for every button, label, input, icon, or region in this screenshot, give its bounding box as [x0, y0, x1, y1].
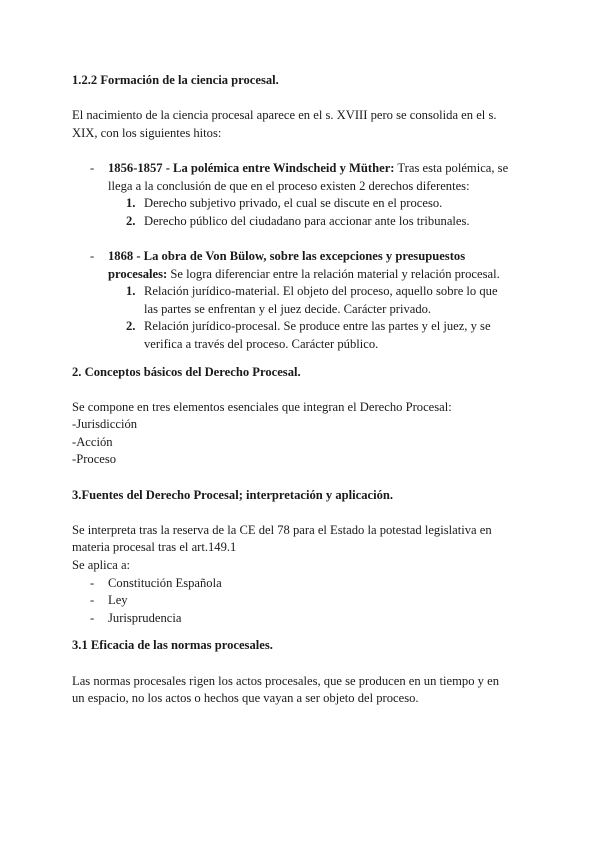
section-3-1-text-line-1: Las normas procesales rigen los actos procesales, que se producen en un tiempo y en	[72, 673, 500, 688]
section-heading-2: 2. Conceptos básicos del Derecho Procesal.	[72, 364, 301, 379]
section-3-text-line-2: materia procesal tras el art.149.1	[72, 540, 237, 555]
list-item	[72, 283, 542, 318]
source-label: Jurisprudencia	[108, 610, 182, 625]
milestone-title: 1856-1857 - La polémica entre Windscheid y Müther:	[108, 160, 395, 175]
document-page	[72, 72, 542, 708]
list-item-text: las partes se enfrentan y el juez decide. Carácter privado.	[144, 301, 432, 316]
list-item-text: Derecho público del ciudadano para accionar ante los tribunales.	[144, 213, 470, 228]
source-label: Constitución Española	[108, 575, 222, 590]
element-item: -Jurisdicción	[72, 417, 138, 432]
list-number: 2.	[126, 213, 136, 228]
section-heading-3-1: 3.1 Eficacia de las normas procesales.	[72, 638, 273, 653]
list-item-text: verifica a través del proceso. Carácter público.	[144, 336, 379, 351]
list-number: 1.	[126, 284, 136, 299]
list-number: 2.	[126, 319, 136, 334]
milestone-1856	[72, 160, 542, 195]
source-item	[72, 575, 542, 593]
section-3-text-line-1: Se interpreta tras la reserva de la CE del 78 para el Estado la potestad legislativa en	[72, 522, 492, 537]
dash-marker: -	[90, 593, 95, 608]
list-item-text: Relación jurídico-material. El objeto del proceso, aquello sobre lo que	[144, 284, 498, 299]
source-item	[72, 592, 542, 610]
list-item-text: Derecho subjetivo privado, el cual se discute en el proceso.	[144, 196, 443, 211]
dash-marker: -	[90, 575, 95, 590]
milestone-title-line-2: procesales:	[108, 266, 168, 281]
list-number: 1.	[126, 196, 136, 211]
intro-line-1: El nacimiento de la ciencia procesal aparece en el s. XVIII pero se consolida en el s.	[72, 108, 497, 123]
section-heading-1-2-2: 1.2.2 Formación de la ciencia procesal.	[72, 73, 279, 87]
milestone-text: Tras esta polémica, se	[394, 160, 509, 175]
intro-line-2: XIX, con los siguientes hitos:	[72, 125, 222, 140]
dash-marker: -	[90, 248, 95, 263]
element-item: -Proceso	[72, 452, 117, 467]
element-item: -Acción	[72, 434, 113, 449]
milestone-text-line-2: llega a la conclusión de que en el proceso existen 2 derechos diferentes:	[108, 178, 470, 193]
list-item-text: Relación jurídico-procesal. Se produce entre las partes y el juez, y se	[144, 319, 491, 334]
list-item	[72, 195, 542, 213]
milestone-title: 1868 - La obra de Von Bülow, sobre las excepciones y presupuestos	[108, 248, 466, 263]
section-2-intro: Se compone en tres elementos esenciales que integran el Derecho Procesal:	[72, 399, 452, 414]
section-heading-3: 3.Fuentes del Derecho Procesal; interpretación y aplicación.	[72, 487, 394, 502]
source-item	[72, 610, 542, 628]
section-3-1-text-line-2: un espacio, no los actos o hechos que vayan a ser objeto del proceso.	[72, 691, 419, 706]
list-item	[72, 318, 542, 353]
milestone-1868	[72, 248, 542, 283]
dash-marker: -	[90, 160, 95, 175]
dash-marker: -	[90, 610, 95, 625]
milestone-text: Se logra diferenciar entre la relación material y relación procesal.	[167, 266, 500, 281]
list-item	[72, 213, 542, 231]
applies-label: Se aplica a:	[72, 558, 131, 573]
source-label: Ley	[108, 593, 128, 608]
